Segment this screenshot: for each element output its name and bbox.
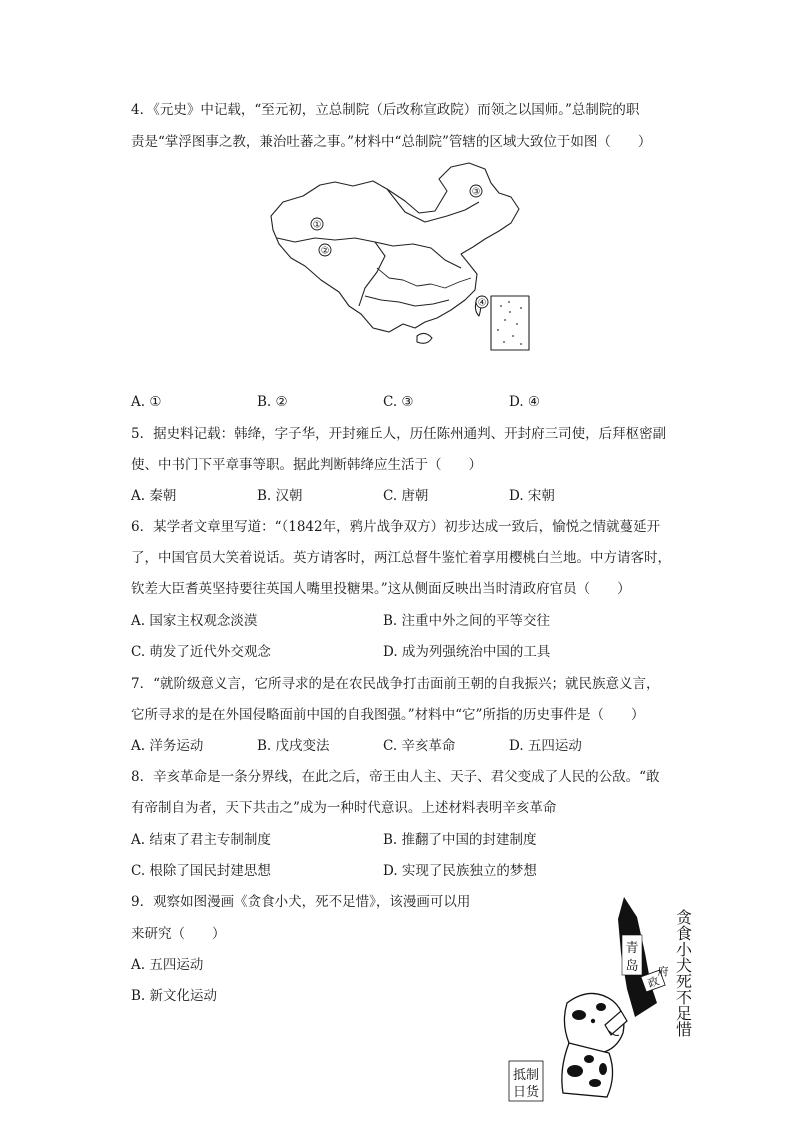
cartoon-caption: 贪食小犬死不足惜: [673, 909, 693, 1037]
question-6-option-c[interactable]: C. 萌发了近代外交观念: [131, 644, 271, 660]
question-8-stem-line-2: 有帝制自为者，天下共击之”成为一种时代意识。上述材料表明辛亥革命: [131, 800, 557, 816]
label-dao: 岛: [625, 959, 639, 974]
china-map-figure: [265, 160, 535, 355]
question-9-option-b[interactable]: B. 新文化运动: [131, 988, 218, 1004]
question-5-option-a[interactable]: A. 秦朝: [131, 488, 177, 504]
map-marker-4: [476, 296, 488, 309]
sign-line-2: 日货: [512, 1085, 540, 1100]
dog-figure: [562, 993, 627, 1097]
question-5-stem-line-1: 5．据史料记载：韩绛，字子华，开封雍丘人，历任陈州通判、开封府三司使，后拜枢密副: [131, 426, 667, 442]
question-4-option-d[interactable]: D. ④: [509, 394, 541, 410]
question-5-option-b[interactable]: B. 汉朝: [257, 488, 303, 504]
inner-mongolia-border: [387, 186, 481, 222]
question-4-stem-line-2: 责是“掌浮图事之教，兼治吐蕃之事。”材料中“总制院”管辖的区域大致位于如图（ ）: [131, 134, 652, 150]
question-5-option-c[interactable]: C. 唐朝: [383, 488, 429, 504]
svg-text:②: ②: [320, 245, 330, 257]
cartoon-figure: [505, 893, 695, 1105]
south-china-sea-inset: [491, 296, 529, 350]
question-4-option-a[interactable]: A. ①: [131, 394, 162, 410]
question-5-stem-line-2: 使、中书门下平章事等职。据此判断韩绛应生活于（ ）: [131, 457, 482, 473]
question-6-option-b[interactable]: B. 注重中外之间的平等交往: [383, 613, 551, 629]
question-7-stem-line-2: 它所寻求的是在外国侵略面前中国的自我图强。”材料中“它”所指的历史事件是（ ）: [131, 707, 645, 723]
svg-text:③: ③: [471, 186, 481, 198]
question-8-option-c[interactable]: C. 根除了国民封建思想: [131, 863, 271, 879]
question-7-stem-line-1: 7．“就阶级意义言，它所寻求的是在农民战争打击面前王朝的自我振兴；就民族意义言，: [131, 676, 660, 692]
map-marker-3: [470, 185, 482, 198]
question-4-stem-line-1: 4．《元史》中记载，“至元初，立总制院（后改称宣政院）而领之以国师。”总制院的职: [131, 102, 640, 118]
south-region-border: [365, 296, 449, 306]
question-9-option-a[interactable]: A. 五四运动: [131, 957, 204, 973]
label-fu: 府: [657, 965, 669, 978]
svg-text:①: ①: [312, 219, 322, 231]
question-4-option-b[interactable]: B. ②: [257, 394, 288, 410]
question-6-stem-line-1: 6．某学者文章里写道：“（1842年，鸦片战争双方）初步达成一致后，愉悦之情就蔓延开: [131, 519, 661, 535]
label-zheng: 政: [646, 974, 661, 991]
central-region-border: [375, 242, 461, 268]
svg-text:④: ④: [477, 297, 487, 309]
question-6-stem-line-2: 了，中国官员大笑着说话。英方请客时，两江总督牛鉴忙着享用樱桃白兰地。中方请客时，: [131, 550, 671, 566]
question-6-option-a[interactable]: A. 国家主权观念淡漠: [131, 613, 258, 629]
question-7-option-c[interactable]: C. 辛亥革命: [383, 738, 456, 754]
question-8-option-a[interactable]: A. 结束了君主专制制度: [131, 832, 271, 848]
question-7-option-b[interactable]: B. 戊戌变法: [257, 738, 330, 754]
label-qing: 青: [625, 941, 639, 956]
question-6-stem-line-3: 钦差大臣耆英坚持要往英国人嘴里投糖果。”这从侧面反映出当时清政府官员（ ）: [131, 581, 631, 597]
question-5-option-d[interactable]: D. 宋朝: [509, 488, 555, 504]
sign-line-1: 抵制: [512, 1068, 540, 1083]
map-marker-1: [311, 218, 323, 231]
map-marker-2: [319, 244, 331, 257]
question-8-option-b[interactable]: B. 推翻了中国的封建制度: [383, 832, 537, 848]
question-7-option-d[interactable]: D. 五四运动: [509, 738, 582, 754]
question-8-option-d[interactable]: D. 实现了民族独立的梦想: [383, 863, 537, 879]
question-4-option-c[interactable]: C. ③: [383, 394, 414, 410]
hainan-island: [417, 333, 432, 343]
question-9-stem-line-2: 来研究（ ）: [131, 926, 226, 942]
question-7-option-a[interactable]: A. 洋务运动: [131, 738, 204, 754]
question-6-option-d[interactable]: D. 成为列强统治中国的工具: [383, 644, 551, 660]
yangtze-river: [377, 268, 471, 288]
question-9-stem-line-1: 9．观察如图漫画《贪食小犬，死不足惜》，该漫画可以用: [131, 894, 471, 910]
question-8-stem-line-1: 8．辛亥革命是一条分界线，在此之后，帝王由人主、天子、君父变成了人民的公敌。“敢: [131, 769, 660, 785]
